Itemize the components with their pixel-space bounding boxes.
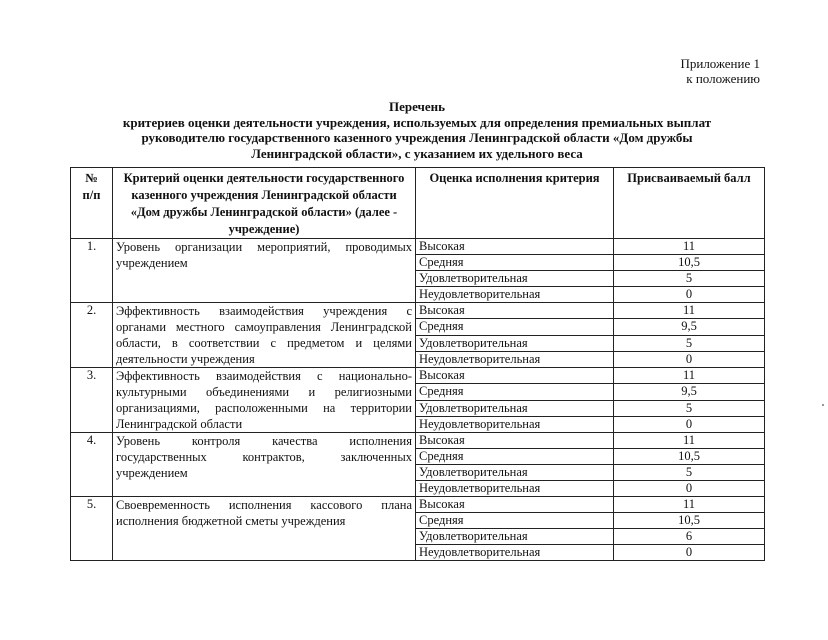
grade-label: Высокая xyxy=(416,497,614,513)
grade-score: 5 xyxy=(614,400,765,416)
table-row xyxy=(71,497,765,513)
grade-label: Средняя xyxy=(416,513,614,529)
grade-score: 0 xyxy=(614,545,765,561)
grade-score: 10,5 xyxy=(614,449,765,465)
table-row xyxy=(71,239,765,255)
grade-label: Удовлетворительная xyxy=(416,529,614,545)
header-number-line-1: № xyxy=(85,171,98,185)
grade-score: 0 xyxy=(614,416,765,432)
heading-line-2: критериев оценки деятельности учреждения, используемых для определения премиальных выплат xyxy=(122,114,712,130)
table-row xyxy=(71,368,765,384)
grade-label: Средняя xyxy=(416,255,614,271)
grade-score: 11 xyxy=(614,433,765,449)
row-number: 2. xyxy=(71,303,113,368)
grade-score: 11 xyxy=(614,303,765,319)
criteria-table xyxy=(70,167,765,561)
grade-label: Неудовлетворительная xyxy=(416,287,614,303)
grade-label: Высокая xyxy=(416,239,614,255)
document-heading xyxy=(70,99,764,161)
grade-label: Неудовлетворительная xyxy=(416,416,614,432)
header-score: Присваиваемый балл xyxy=(614,168,765,239)
table-row xyxy=(71,303,765,319)
grade-score: 11 xyxy=(614,497,765,513)
row-number: 1. xyxy=(71,239,113,303)
heading-line-4: Ленинградской области», с указанием их удельного веса xyxy=(251,145,583,161)
grade-label: Удовлетворительная xyxy=(416,335,614,351)
grade-label: Неудовлетворительная xyxy=(416,481,614,497)
grade-score: 5 xyxy=(614,335,765,351)
grade-label: Удовлетворительная xyxy=(416,400,614,416)
grade-score: 10,5 xyxy=(614,513,765,529)
grade-score: 0 xyxy=(614,481,765,497)
grade-label: Высокая xyxy=(416,303,614,319)
header-number-line-2: п/п xyxy=(82,188,101,202)
criterion-text: Своевременность исполнения кассового плана исполнения бюджетной сметы учреждения xyxy=(113,497,416,561)
criterion-text: Эффективность взаимодействия учреждения с органами местного самоуправления Ленинградской области, в соответствии с предметом и целями деятельности учреждения xyxy=(113,303,416,368)
appendix-line-2: к положению xyxy=(686,71,760,86)
grade-label: Средняя xyxy=(416,319,614,335)
grade-label: Удовлетворительная xyxy=(416,271,614,287)
header-grade: Оценка исполнения критерия xyxy=(416,168,614,239)
grade-score: 11 xyxy=(614,368,765,384)
table-row xyxy=(71,433,765,449)
header-criterion: Критерий оценки деятельности государственного казенного учреждения Ленинградской области «Дом дружбы Ленинградской области» (далее - учреждение) xyxy=(113,168,416,239)
grade-score: 9,5 xyxy=(614,319,765,335)
appendix-note xyxy=(680,56,760,86)
appendix-line-1: Приложение 1 xyxy=(680,56,760,71)
row-number: 3. xyxy=(71,368,113,433)
criterion-text: Уровень контроля качества исполнения государственных контрактов, заключенных учреждением xyxy=(113,433,416,497)
grade-score: 0 xyxy=(614,351,765,367)
grade-score: 11 xyxy=(614,239,765,255)
header-number xyxy=(71,168,113,239)
grade-score: 10,5 xyxy=(614,255,765,271)
grade-score: 5 xyxy=(614,271,765,287)
table-header-row xyxy=(71,168,765,239)
grade-label: Средняя xyxy=(416,384,614,400)
grade-label: Неудовлетворительная xyxy=(416,351,614,367)
grade-label: Высокая xyxy=(416,433,614,449)
grade-score: 0 xyxy=(614,287,765,303)
row-number: 4. xyxy=(71,433,113,497)
grade-label: Высокая xyxy=(416,368,614,384)
heading-line-1: Перечень xyxy=(388,99,446,114)
grade-score: 9,5 xyxy=(614,384,765,400)
criteria-table-body xyxy=(71,239,765,561)
criterion-text: Уровень организации мероприятий, проводимых учреждением xyxy=(113,239,416,303)
grade-label: Средняя xyxy=(416,449,614,465)
heading-line-3: руководителю государственного казенного учреждения Ленинградской области «Дом дружбы xyxy=(141,130,693,145)
grade-label: Удовлетворительная xyxy=(416,465,614,481)
grade-score: 5 xyxy=(614,465,765,481)
grade-label: Неудовлетворительная xyxy=(416,545,614,561)
scan-speck xyxy=(822,404,824,406)
row-number: 5. xyxy=(71,497,113,561)
grade-score: 6 xyxy=(614,529,765,545)
criterion-text: Эффективность взаимодействия с национально-культурными объединениями и религиозными организациями, расположенными на территории Ленинградской области xyxy=(113,368,416,433)
